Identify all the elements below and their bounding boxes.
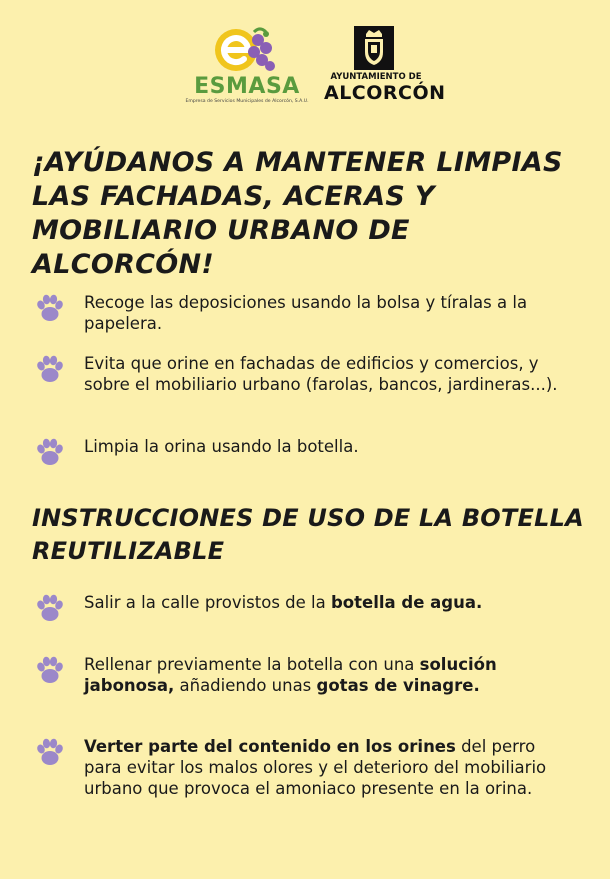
paw-icon	[34, 736, 66, 768]
esmasa-logo	[182, 24, 312, 106]
main-headline	[32, 146, 592, 282]
tip-item	[34, 436, 580, 466]
instruction-text-bold: gotas de vinagre.	[316, 676, 480, 695]
instruction-text	[84, 736, 574, 799]
ayuntamiento-city: ALCORCÓN	[324, 82, 446, 104]
instruction-item	[34, 654, 580, 720]
tip-item	[34, 292, 580, 338]
instruction-text-bold: solución jabonosa,	[84, 655, 497, 695]
esmasa-subtitle: Empresa de Servicios Municipales de Alcorcón, S.A.U.	[185, 99, 309, 104]
paw-icon	[34, 292, 66, 324]
instruction-text	[84, 592, 574, 613]
crest-icon	[354, 26, 394, 70]
instruction-text-bold: Verter parte del contenido en los orines	[84, 737, 456, 756]
headline-line-2: LAS FACHADAS, ACERAS Y	[32, 181, 435, 212]
tip-text: Limpia la orina usando la botella.	[84, 437, 359, 456]
paw-icon	[34, 436, 66, 468]
esmasa-name: ESMASA	[194, 74, 300, 99]
ayuntamiento-logo	[324, 26, 446, 108]
instruction-item	[34, 736, 580, 822]
headline-line-1: ¡AYÚDANOS A MANTENER LIMPIAS	[32, 147, 563, 178]
instructions-title	[32, 502, 592, 568]
header-logos	[0, 24, 610, 114]
tip-text: Evita que orine en fachadas de edificios y comercios, y sobre el mobiliario urbano (farolas, bancos, jardineras...).	[84, 354, 558, 394]
instruction-item	[34, 592, 580, 636]
tip-item	[34, 353, 580, 419]
ayuntamiento-label: AYUNTAMIENTO DE	[330, 72, 422, 82]
esmasa-emblem-icon	[214, 26, 280, 76]
paw-icon	[34, 353, 66, 385]
instructions-title-line-2: REUTILIZABLE	[32, 537, 225, 565]
instructions-title-line-1: INSTRUCCIONES DE USO DE LA BOTELLA	[32, 504, 584, 532]
paw-icon	[34, 654, 66, 686]
headline-line-3: MOBILIARIO URBANO DE ALCORCÓN!	[32, 215, 410, 280]
instruction-text-regular: Rellenar previamente la botella con una	[84, 655, 420, 674]
tip-text: Recoge las deposiciones usando la bolsa y tíralas a la papelera.	[84, 293, 528, 333]
instruction-text-regular: Salir a la calle provistos de la	[84, 593, 331, 612]
instruction-text	[84, 654, 574, 696]
paw-icon	[34, 592, 66, 624]
instruction-text-regular: del perro para evitar los malos olores y el deterioro del mobiliario urbano que provoca el amoniaco presente en la orina.	[84, 737, 547, 798]
instruction-text-regular: añadiendo unas	[174, 676, 317, 695]
instruction-text-bold: botella de agua.	[330, 593, 483, 612]
